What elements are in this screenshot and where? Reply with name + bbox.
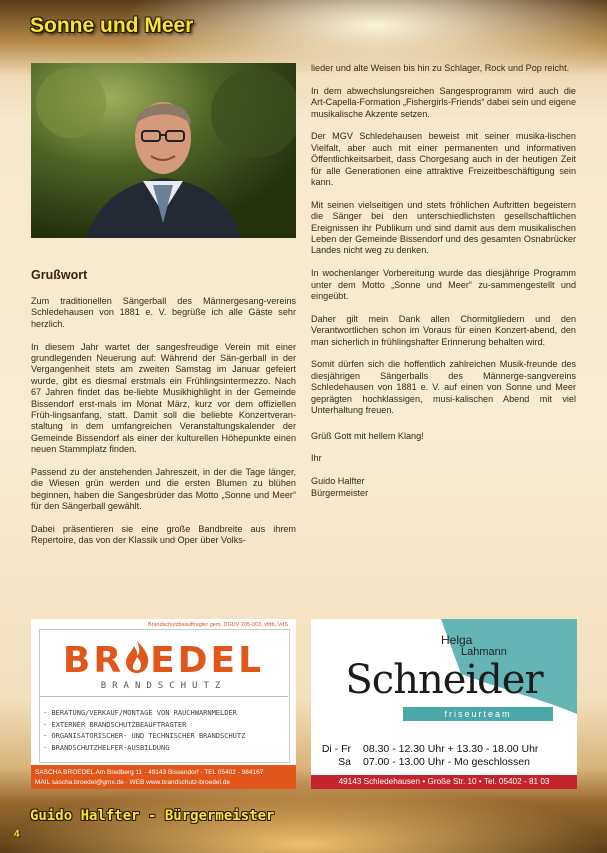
paragraph: Dabei präsentieren sie eine große Bandbreite aus ihrem Repertoire, das von der Klassik und Oper über Volks-	[31, 524, 296, 546]
paragraph: Passend zu der anstehenden Jahreszeit, in der die Tage länger, die Wiesen grün werden und die ersten Blumen zu blühen beginnen, haben die Sangesbrüder das Motto „Sonne und Meer“ für den Sängerball gewählt.	[31, 467, 296, 512]
service-item: · EXTERNER BRANDSCHUTZBEAUFTRAGTER	[43, 720, 187, 729]
broedel-logo	[31, 640, 296, 681]
section-heading: Grußwort	[31, 268, 88, 282]
brand-name: Schneider	[345, 657, 543, 703]
service-item: · ORGANISATORISCHER- UND TECHNISCHER BRANDSCHUTZ	[43, 732, 246, 740]
signature-title: Bürgermeister	[311, 487, 369, 498]
owner-last: Lahmann	[461, 646, 507, 658]
hours-row: Sa 07.00 - 13.00 Uhr - Mo geschlossen	[338, 756, 530, 768]
hours-row: Di - Fr 08.30 - 12.30 Uhr + 13.30 - 18.00 Uhr	[321, 743, 539, 755]
closing-ihr: Ihr	[311, 453, 322, 464]
paragraph: lieder und alte Weisen bis hin zu Schlager, Rock und Pop reicht.	[311, 63, 570, 73]
page-title: Sonne und Meer	[30, 14, 194, 37]
services-list	[43, 708, 245, 754]
paragraph: In wochenlanger Vorbereitung wurde das diesjährige Programm unter dem Motto „Sonne und Meer“ zu-sammengestellt und eingeübt.	[311, 268, 576, 302]
schneider-ad[interactable]	[311, 619, 577, 789]
right-column	[311, 63, 576, 499]
logo-text-left: BR	[62, 640, 125, 681]
signature-name: Guido Halfter	[311, 476, 365, 487]
page-number: 4	[14, 829, 20, 840]
paragraph: Der MGV Schledehausen beweist mit seiner musika-lischen Vielfalt, aber auch mit einer permanenten und informativen Öffentlichkeitsarbeit, dass Chorgesang auch in der heutigen Zeit für alle Generationen eine attraktive Freizeitbeschäftigung sein kann.	[311, 131, 576, 188]
logo-text-right: EDEL	[150, 640, 265, 681]
paragraph: In dem abwechslungsreichen Sangesprogramm wird auch die Art-Capella-Formation „Fishergirls-Friends“ dabei sein und eigene musikalische Akzente setzen.	[311, 85, 576, 119]
footer-caption: Guido Halfter - Bürgermeister	[30, 808, 275, 824]
opening-hours	[315, 743, 538, 769]
ad-topline: Brandschutzbeauftragter gem. DGUV 205-003, vfdb, VdS	[147, 622, 288, 628]
left-column	[31, 296, 296, 558]
signature-block	[311, 476, 576, 499]
paragraph: Mit seinen vielseitigen und stets fröhlichen Auftritten begeistern die Sänger bei den unterschiedlichsten gesellschaftlichen Ereignissen ihr Publikum und sind damit aus dem musikalischen Leben der Gemeinde Bissendorf und des gesamten Osnabrücker Landes nicht weg zu denken.	[311, 199, 576, 256]
address-bar: 49143 Schledehausen • Große Str. 10 • Tel. 05402 - 81 03	[311, 775, 577, 789]
service-item: · BRANDSCHUTZHELFER-AUSBILDUNG	[43, 743, 170, 752]
closing-line: Grüß Gott mit hellem Klang!	[311, 430, 424, 441]
owner-first: Helga	[441, 633, 473, 647]
broedel-contact-bar	[31, 765, 296, 789]
portrait-illustration	[31, 63, 296, 238]
contact-line[interactable]: MAIL sascha.broedel@gmx.de · WEB www.brandschutz-broedel.de	[35, 779, 230, 786]
service-item: · BERATUNG/VERKAUF/MONTAGE VON RAUCHWARNMELDER	[43, 709, 237, 717]
paragraph: Zum traditionellen Sängerball des Männergesang-vereins Schledehausen von 1881 e. V. begrüße ich alle Gäste sehr herzlich.	[31, 296, 296, 329]
paragraph: Daher gilt mein Dank allen Chormitgliedern und den Verantwortlichen schon im Voraus für einen Konzert-abend, den man sicherlich in frühlingshafter Erinnerung behalten wird.	[311, 313, 576, 347]
flame-icon	[124, 640, 150, 674]
portrait-photo	[31, 63, 296, 238]
brand-sub: friseurteam	[403, 707, 553, 721]
paragraph: Somit dürfen sich die hoffentlich zahlreichen Musik-freunde des diesjährigen Sängerballs des Männerge-sangvereins Schledehausen von 1881 e. V. auf einen von Sonne und Meer geprägten hochklassigen, musi-kalischen Abend mit viel Unterhaltung freuen.	[311, 359, 576, 416]
broedel-ad[interactable]	[31, 619, 296, 789]
paragraph: In diesem Jahr wartet der sangesfreudige Verein mit einer grundlegenden Neuerung auf: Während der Sän-gerball in der Vergangenheit stets am zweiten Samstag im Januar gefeiert wurde, gibt es diesmal erstmals ein Frühlingsintermezzo. Nach 67 Jahren findet das be-liebte Musikhighlight in der Gemeinde Bissendorf erst-mals im Monat März, kurz vor dem offiziellen Früh-lingsanfang, statt. Damit soll die beliebte Konzertveran-staltung in dem umfangreichen Veranstaltungskalender der Gemeinde Bissendorf als einer der kulturellen Höhepunkte einen neuen Stammplatz finden.	[31, 341, 296, 455]
contact-line: SASCHA BROEDEL Am Bredberg 11 · 49143 Bissendorf · TEL 05402 - 984167	[35, 769, 264, 776]
broedel-tagline: BRANDSCHUTZ	[100, 681, 227, 691]
